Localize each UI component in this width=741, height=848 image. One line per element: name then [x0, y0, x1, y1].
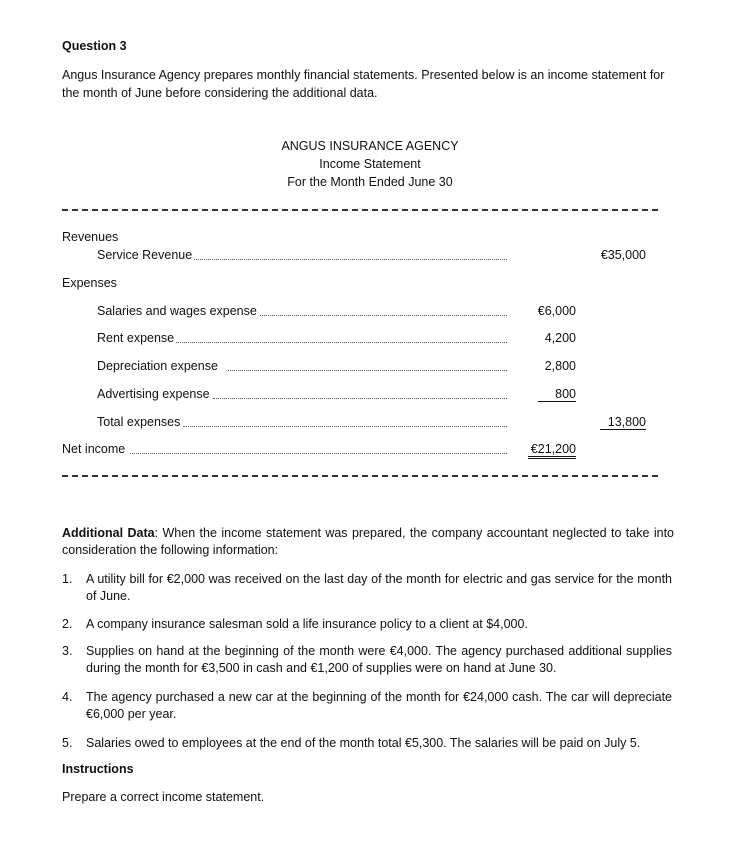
statement-period: For the Month Ended June 30 [287, 175, 453, 189]
expense-value: €6,000 [537, 304, 576, 318]
leader-dots [130, 453, 507, 454]
leader-dots [183, 426, 507, 427]
instructions-text: Prepare a correct income statement. [62, 790, 265, 804]
revenues-label: Revenues [62, 230, 119, 244]
net-income-value: €21,200 [528, 442, 576, 459]
additional-data-heading: Additional Data [62, 526, 155, 540]
additional-data-paragraph [62, 525, 674, 559]
list-number: 2. [62, 617, 73, 631]
additional-data-text: : When the income statement was prepared, the company accountant neglected to take into consideration the following information: [62, 526, 674, 557]
leader-dots [172, 342, 507, 343]
leader-dots [213, 398, 507, 399]
expense-value: 800 [538, 387, 576, 402]
total-expenses-label: Total expenses [97, 415, 181, 429]
expenses-label: Expenses [62, 276, 117, 290]
intro-paragraph: Angus Insurance Agency prepares monthly financial statements. Presented below is an income statement for the month of June before considering the additional data. [62, 68, 665, 100]
list-item [62, 616, 672, 633]
statement-name: Income Statement [319, 157, 421, 171]
top-dashed-divider [62, 209, 658, 211]
list-item [62, 643, 672, 677]
leader-dots [228, 370, 507, 371]
expense-label: Rent expense [97, 331, 175, 345]
list-text: Supplies on hand at the beginning of the month were €4,000. The agency purchased additional supplies during the month for €3,500 in cash and €1,200 of supplies were on hand at June 30. [86, 644, 672, 675]
list-text: A company insurance salesman sold a life insurance policy to a client at $4,000. [86, 617, 528, 631]
service-revenue-value: €35,000 [600, 248, 646, 262]
expense-label: Advertising expense [97, 387, 210, 401]
list-text: Salaries owed to employees at the end of the month total €5,300. The salaries will be paid on July 5. [86, 736, 641, 750]
bottom-dashed-divider [62, 475, 658, 477]
service-revenue-label: Service Revenue [97, 248, 193, 262]
expense-value: 4,200 [544, 331, 576, 345]
total-expenses-value: 13,800 [600, 415, 646, 430]
list-number: 3. [62, 644, 73, 658]
company-name: ANGUS INSURANCE AGENCY [281, 139, 459, 153]
expense-value: 2,800 [544, 359, 576, 373]
list-item [62, 735, 672, 752]
expense-label: Depreciation expense [97, 359, 218, 373]
list-item [62, 571, 672, 605]
list-text: The agency purchased a new car at the beginning of the month for €24,000 cash. The car will depreciate €6,000 per year. [86, 690, 672, 721]
instructions-heading: Instructions [62, 762, 134, 776]
list-number: 4. [62, 690, 73, 704]
question-title: Question 3 [62, 39, 127, 53]
list-number: 1. [62, 572, 73, 586]
net-income-label: Net income [62, 442, 129, 456]
leader-dots [255, 315, 507, 316]
list-number: 5. [62, 736, 73, 750]
expense-label: Salaries and wages expense [97, 304, 257, 318]
list-text: A utility bill for €2,000 was received on the last day of the month for electric and gas service for the month of June. [86, 572, 672, 603]
leader-dots [190, 259, 507, 260]
list-item [62, 689, 672, 723]
